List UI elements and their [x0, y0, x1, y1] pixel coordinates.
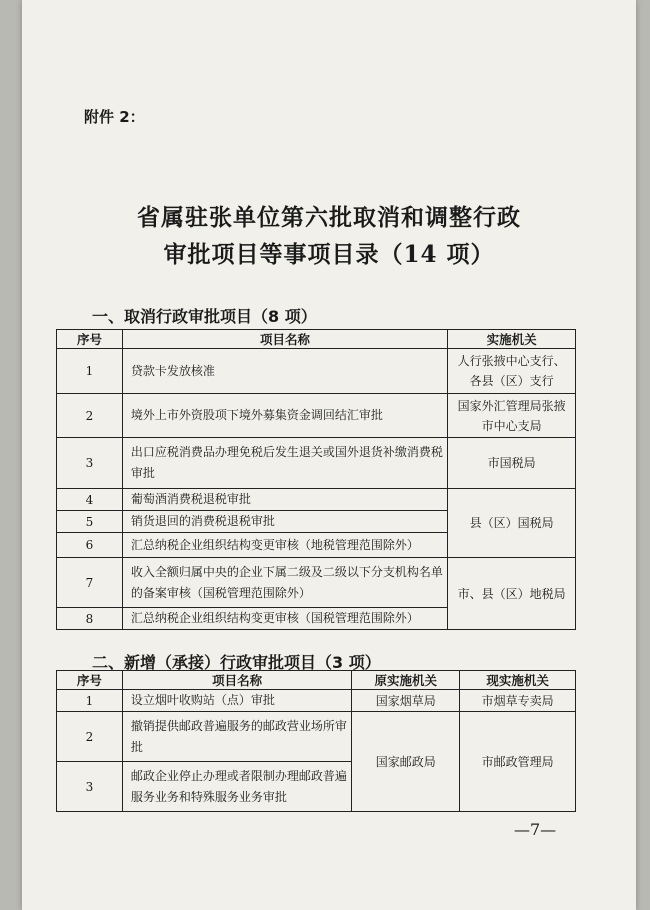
- row-org: 国家外汇管理局张掖市中心支局: [448, 394, 576, 438]
- row-no: 8: [57, 608, 123, 630]
- table-row: [57, 558, 576, 608]
- header-name: 项目名称: [122, 671, 352, 690]
- row-name: 收入全额归属中央的企业下属二级及二级以下分支机构名单的备案审核（国税管理范围除外）: [122, 558, 447, 608]
- row-no: 2: [57, 712, 123, 762]
- row-name: 葡萄酒消费税退税审批: [122, 489, 447, 511]
- header-no: 序号: [57, 330, 123, 349]
- document-title-line1: 省属驻张单位第六批取消和调整行政: [137, 204, 521, 231]
- row-curr-org: 市邮政管理局: [460, 712, 576, 812]
- page-number: —7—: [514, 820, 557, 839]
- row-name: 境外上市外资股项下境外募集资金调回结汇审批: [122, 394, 447, 438]
- row-no: 2: [57, 394, 123, 438]
- row-no: 3: [57, 438, 123, 489]
- document-title-line2: 审批项目等事项目录（14 项）: [163, 241, 495, 268]
- row-name: 销货退回的消费税退税审批: [122, 511, 447, 533]
- header-org: 实施机关: [448, 330, 576, 349]
- header-orig-org: 原实施机关: [352, 671, 460, 690]
- header-name: 项目名称: [122, 330, 447, 349]
- row-no: 1: [57, 690, 123, 712]
- table-header-row: [57, 671, 576, 690]
- section1-heading: 一、取消行政审批项目（8 项）: [92, 307, 317, 326]
- row-name: 贷款卡发放核准: [122, 349, 447, 394]
- header-curr-org: 现实施机关: [460, 671, 576, 690]
- row-no: 4: [57, 489, 123, 511]
- row-name: 出口应税消费品办理免税后发生退关或国外退货补缴消费税审批: [122, 438, 447, 489]
- table-row: [57, 712, 576, 762]
- cancelled-items-table: [56, 329, 576, 630]
- table-row: [57, 394, 576, 438]
- row-name: 汇总纳税企业组织结构变更审核（地税管理范围除外）: [122, 533, 447, 558]
- row-org: 市、县（区）地税局: [448, 558, 576, 630]
- row-no: 1: [57, 349, 123, 394]
- table-header-row: [57, 330, 576, 349]
- row-name: 设立烟叶收购站（点）审批: [122, 690, 352, 712]
- row-name: 邮政企业停止办理或者限制办理邮政普遍服务业务和特殊服务业务审批: [122, 762, 352, 812]
- row-orig-org: 国家邮政局: [352, 712, 460, 812]
- table-row: [57, 489, 576, 511]
- row-name: 汇总纳税企业组织结构变更审核（国税管理范围除外）: [122, 608, 447, 630]
- table-row: [57, 349, 576, 394]
- new-items-table: [56, 670, 576, 812]
- section2-heading: 二、新增（承接）行政审批项目（3 项）: [92, 653, 381, 672]
- header-no: 序号: [57, 671, 123, 690]
- row-no: 6: [57, 533, 123, 558]
- row-no: 7: [57, 558, 123, 608]
- row-no: 5: [57, 511, 123, 533]
- table-row: [57, 690, 576, 712]
- attachment-label: 附件 2：: [84, 108, 145, 126]
- table-row: [57, 438, 576, 489]
- row-curr-org: 市烟草专卖局: [460, 690, 576, 712]
- row-org: 县（区）国税局: [448, 489, 576, 558]
- row-name: 撤销提供邮政普遍服务的邮政营业场所审批: [122, 712, 352, 762]
- row-no: 3: [57, 762, 123, 812]
- row-org: 人行张掖中心支行、各县（区）支行: [448, 349, 576, 394]
- row-org: 市国税局: [448, 438, 576, 489]
- row-orig-org: 国家烟草局: [352, 690, 460, 712]
